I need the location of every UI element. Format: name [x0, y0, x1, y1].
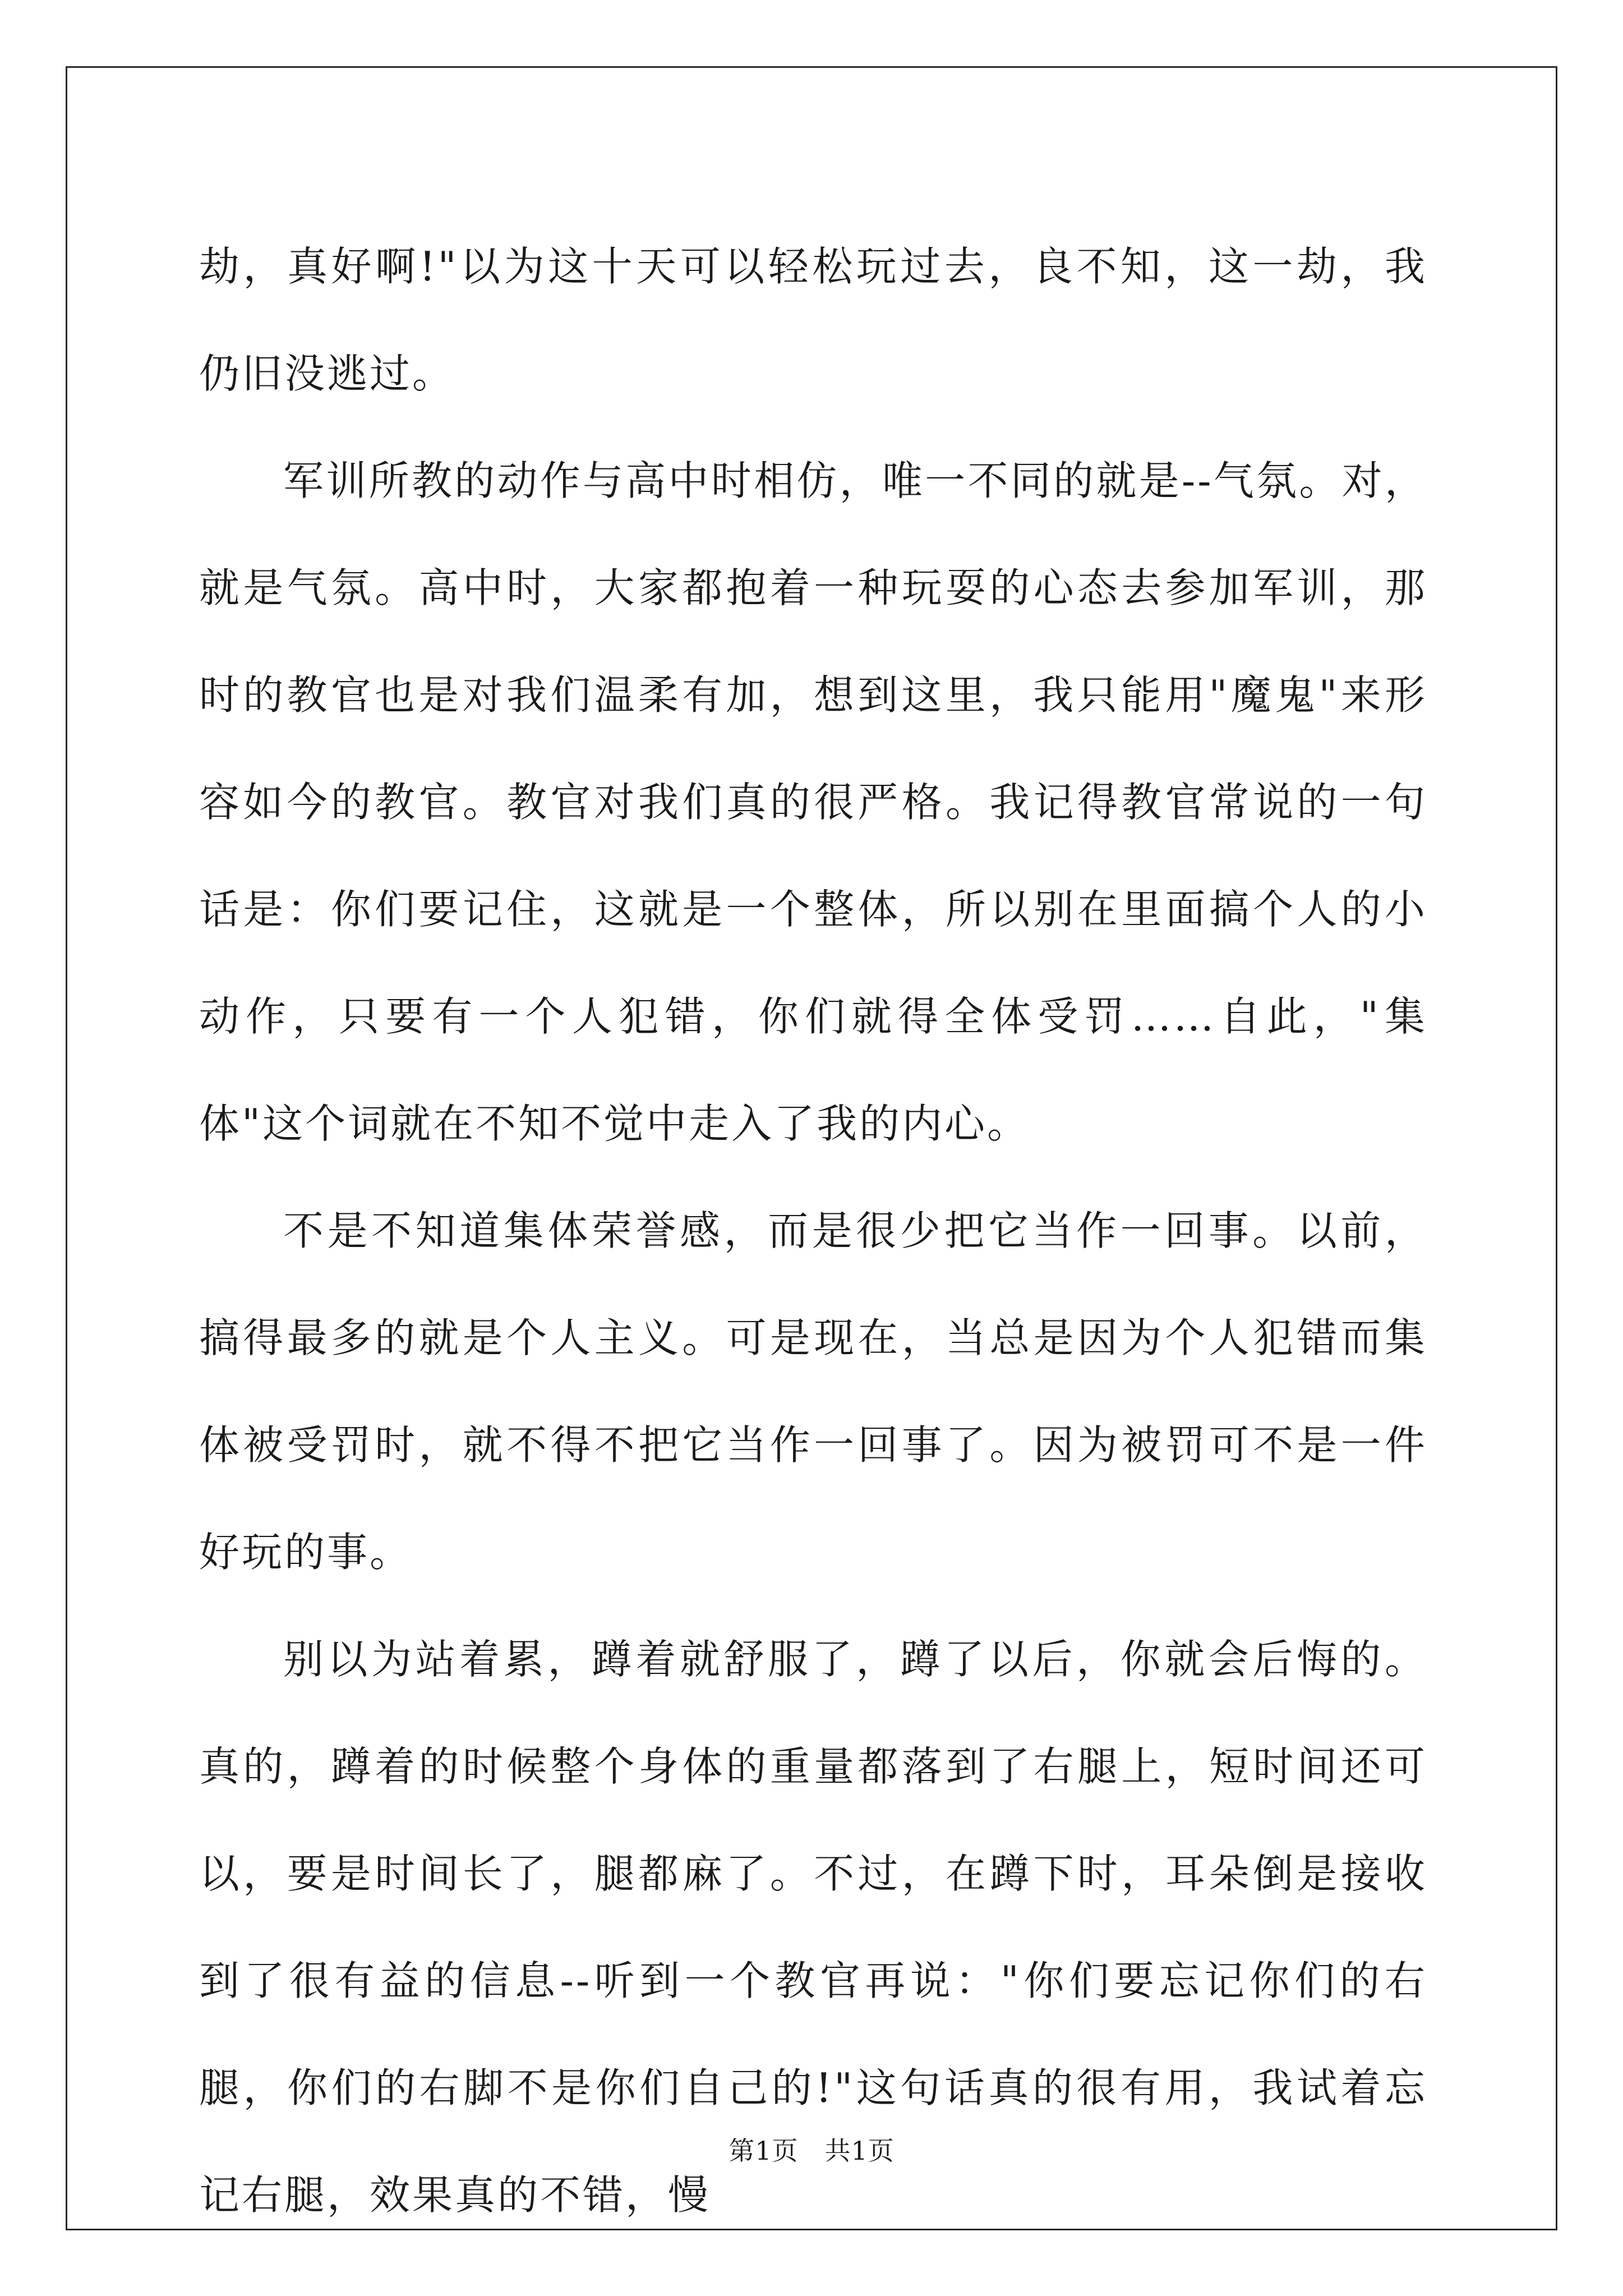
document-body [199, 213, 1427, 2249]
page-footer: 第1页 共1页 [728, 2136, 895, 2166]
paragraph-3: 不是不知道集体荣誉感，而是很少把它当作一回事。以前，搞得最多的就是个人主义。可是现在，当总是因为个人犯错而集体被受罚时，就不得不把它当作一回事了。因为被罚可不是一件好玩的事。 [199, 1207, 1427, 1576]
paragraph-2: 军训所教的动作与高中时相仿，唯一不同的就是--气氛。对，就是气氛。高中时，大家都抱着一种玩耍的心态去参加军训，那时的教官也是对我们温柔有加，想到这里，我只能用"魔鬼"来形容如今的教官。教官对我们真的很严格。我记得教官常说的一句话是：你们要记住，这就是一个整体，所以别在里面搞个人的小动作，只要有一个人犯错，你们就得全体受罚……自此，"集体"这个词就在不知不觉中走入了我的内心。 [199, 457, 1427, 1147]
paragraph-1: 劫，真好啊!"以为这十天可以轻松玩过去，良不知，这一劫，我仍旧没逃过。 [199, 243, 1427, 397]
paragraph-4: 别以为站着累，蹲着就舒服了，蹲了以后，你就会后悔的。真的，蹲着的时候整个身体的重量都落到了右腿上，短时间还可以，要是时间长了，腿都麻了。不过，在蹲下时，耳朵倒是接收到了很有益的信息--听到一个教官再说："你们要忘记你们的右腿，你们的右脚不是你们自己的!"这句话真的很有用，我试着忘记右腿，效果真的不错，慢 [199, 1636, 1427, 2219]
